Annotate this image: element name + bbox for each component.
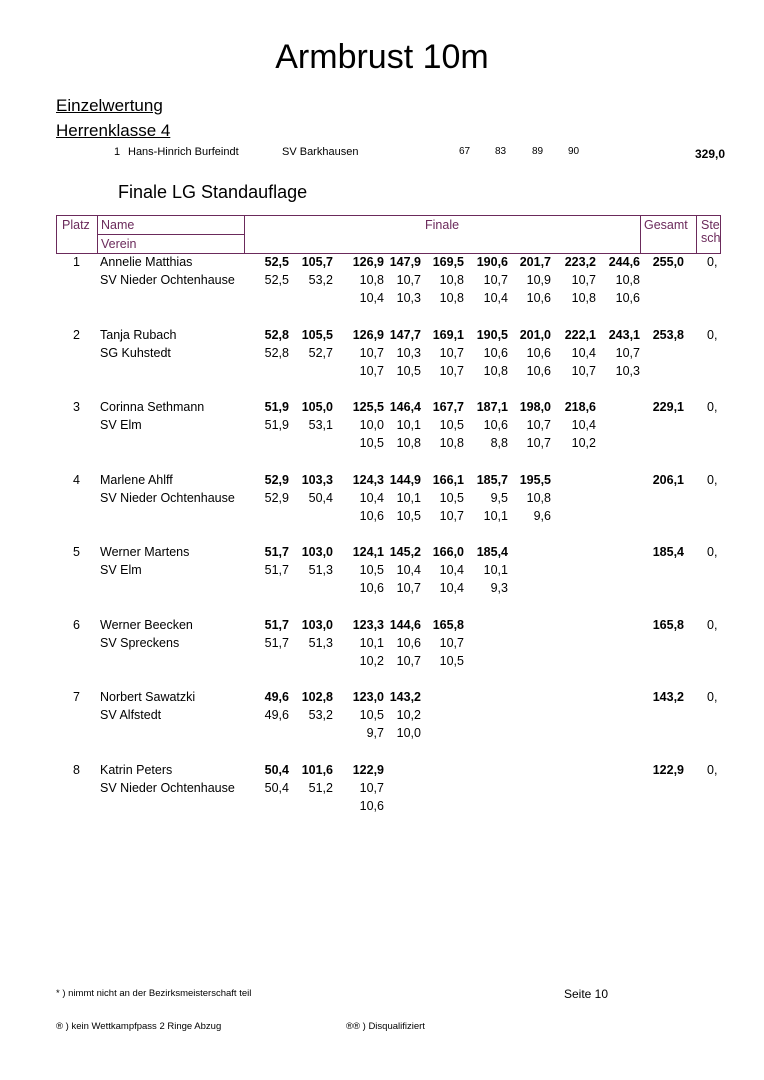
row-verein: SV Spreckens bbox=[100, 635, 180, 650]
row-name: Katrin Peters bbox=[100, 762, 173, 777]
row-shot-score: 10,7 bbox=[526, 418, 551, 432]
section-einzelwertung: Einzelwertung bbox=[56, 96, 163, 115]
klasse-series-2: 83 bbox=[495, 146, 507, 157]
row-platz: 4 bbox=[73, 472, 80, 487]
row-cumulative-score: 166,1 bbox=[432, 472, 464, 487]
row-cumulative-score: 195,5 bbox=[519, 472, 551, 487]
row-stechen: 0, bbox=[707, 545, 718, 559]
klasse-rank: 1 bbox=[114, 146, 121, 158]
row-shot-score: 10,9 bbox=[526, 273, 551, 287]
row-shot-score: 10,3 bbox=[396, 291, 421, 305]
row-gesamt: 185,4 bbox=[652, 545, 684, 559]
header-stechen-2: sch bbox=[701, 231, 721, 245]
footer-legend-1: ® ) kein Wettkampfpass 2 Ringe Abzug bbox=[56, 1021, 222, 1032]
row-cumulative-score: 124,1 bbox=[352, 545, 384, 559]
klasse-series-1: 67 bbox=[459, 146, 471, 157]
row-gesamt: 206,1 bbox=[652, 472, 684, 487]
row-cumulative-score: 144,6 bbox=[389, 617, 421, 632]
row-shot-score: 10,0 bbox=[359, 418, 384, 432]
row-cumulative-score: 123,0 bbox=[352, 690, 384, 704]
row-shot-score: 10,7 bbox=[615, 345, 640, 360]
row-cumulative-score: 51,7 bbox=[264, 545, 289, 559]
row-cumulative-score: 143,2 bbox=[389, 690, 421, 704]
row-shot-score: 52,5 bbox=[264, 273, 289, 287]
row-cumulative-score: 190,6 bbox=[476, 255, 508, 269]
row-cumulative-score: 165,8 bbox=[432, 617, 464, 632]
row-shot-score: 51,9 bbox=[264, 418, 289, 432]
row-cumulative-score: 126,9 bbox=[352, 327, 384, 342]
header-stechen-1: Ste bbox=[701, 218, 720, 232]
row-name: Werner Beecken bbox=[100, 617, 193, 632]
row-cumulative-score: 244,6 bbox=[608, 255, 640, 269]
row-cumulative-score: 243,1 bbox=[608, 327, 640, 342]
row-shot-score: 10,6 bbox=[359, 581, 384, 595]
header-platz: Platz bbox=[62, 218, 90, 232]
row-shot-score: 10,1 bbox=[359, 635, 384, 650]
row-name: Norbert Sawatzki bbox=[100, 690, 196, 704]
row-cumulative-score: 147,9 bbox=[389, 255, 421, 269]
row-shot-score: 10,5 bbox=[439, 490, 464, 505]
row-shot-score: 10,7 bbox=[396, 653, 421, 668]
row-shot-score: 10,6 bbox=[526, 345, 551, 360]
row-shot-score: 9,6 bbox=[533, 508, 551, 523]
row-cumulative-score: 101,6 bbox=[301, 762, 333, 777]
row-shot-score: 10,8 bbox=[439, 436, 464, 450]
row-shot-score: 10,7 bbox=[439, 508, 464, 523]
row-cumulative-score: 50,4 bbox=[264, 762, 289, 777]
row-cumulative-score: 218,6 bbox=[564, 400, 596, 414]
row-stechen: 0, bbox=[707, 690, 718, 704]
row-cumulative-score: 146,4 bbox=[389, 400, 421, 414]
row-cumulative-score: 122,9 bbox=[352, 762, 384, 777]
row-shot-score: 10,5 bbox=[396, 508, 421, 523]
row-cumulative-score: 166,0 bbox=[432, 545, 464, 559]
row-shot-score: 10,2 bbox=[571, 436, 596, 450]
row-shot-score: 51,7 bbox=[264, 635, 289, 650]
page-title: Armbrust 10m bbox=[275, 38, 489, 76]
row-shot-score: 49,6 bbox=[264, 708, 289, 722]
row-platz: 1 bbox=[73, 255, 80, 269]
row-shot-score: 10,5 bbox=[396, 363, 421, 378]
row-gesamt: 165,8 bbox=[652, 617, 684, 632]
row-shot-score: 50,4 bbox=[308, 490, 333, 505]
row-verein: SV Elm bbox=[100, 563, 142, 577]
row-gesamt: 253,8 bbox=[652, 327, 684, 342]
row-shot-score: 10,4 bbox=[359, 490, 384, 505]
row-shot-score: 10,8 bbox=[439, 291, 464, 305]
row-platz: 2 bbox=[73, 327, 80, 342]
row-platz: 8 bbox=[73, 762, 80, 777]
row-shot-score: 10,1 bbox=[483, 563, 508, 577]
row-shot-score: 10,6 bbox=[483, 345, 508, 360]
row-stechen: 0, bbox=[707, 762, 718, 777]
row-shot-score: 51,2 bbox=[308, 780, 333, 795]
row-gesamt: 122,9 bbox=[652, 762, 684, 777]
row-cumulative-score: 185,7 bbox=[476, 472, 508, 487]
row-platz: 7 bbox=[73, 690, 80, 704]
row-shot-score: 10,1 bbox=[396, 418, 421, 432]
row-cumulative-score: 123,3 bbox=[352, 617, 384, 632]
row-shot-score: 10,6 bbox=[526, 363, 551, 378]
row-verein: SV Alfstedt bbox=[100, 708, 162, 722]
row-gesamt: 143,2 bbox=[652, 690, 684, 704]
row-shot-score: 10,7 bbox=[359, 363, 384, 378]
row-shot-score: 10,7 bbox=[439, 345, 464, 360]
row-platz: 5 bbox=[73, 545, 80, 559]
row-shot-score: 10,6 bbox=[359, 508, 384, 523]
row-cumulative-score: 145,2 bbox=[389, 545, 421, 559]
row-shot-score: 10,4 bbox=[359, 291, 384, 305]
row-name: Corinna Sethmann bbox=[100, 400, 205, 414]
row-shot-score: 10,8 bbox=[483, 363, 508, 378]
row-cumulative-score: 105,5 bbox=[301, 327, 333, 342]
row-shot-score: 10,8 bbox=[396, 436, 421, 450]
row-cumulative-score: 167,7 bbox=[432, 400, 464, 414]
row-stechen: 0, bbox=[707, 255, 718, 269]
header-gesamt: Gesamt bbox=[644, 218, 688, 232]
row-cumulative-score: 185,4 bbox=[476, 545, 508, 559]
row-stechen: 0, bbox=[707, 617, 718, 632]
row-shot-score: 10,7 bbox=[359, 780, 384, 795]
row-cumulative-score: 126,9 bbox=[352, 255, 384, 269]
row-shot-score: 10,1 bbox=[396, 490, 421, 505]
row-cumulative-score: 52,9 bbox=[264, 472, 289, 487]
klasse-series-3: 89 bbox=[532, 146, 544, 157]
row-shot-score: 9,5 bbox=[490, 490, 508, 505]
row-cumulative-score: 124,3 bbox=[352, 472, 384, 487]
row-name: Marlene Ahlff bbox=[100, 472, 173, 487]
row-shot-score: 10,7 bbox=[359, 345, 384, 360]
row-stechen: 0, bbox=[707, 327, 718, 342]
row-shot-score: 51,7 bbox=[264, 563, 289, 577]
row-name: Werner Martens bbox=[100, 545, 190, 559]
row-cumulative-score: 169,1 bbox=[432, 327, 464, 342]
row-stechen: 0, bbox=[707, 400, 718, 414]
row-shot-score: 10,6 bbox=[526, 291, 551, 305]
row-cumulative-score: 201,7 bbox=[519, 255, 551, 269]
row-shot-score: 10,2 bbox=[396, 708, 421, 722]
row-platz: 3 bbox=[73, 400, 80, 414]
row-shot-score: 53,2 bbox=[308, 708, 333, 722]
row-shot-score: 10,4 bbox=[571, 345, 596, 360]
row-cumulative-score: 223,2 bbox=[564, 255, 596, 269]
section-herrenklasse: Herrenklasse 4 bbox=[56, 121, 171, 140]
row-shot-score: 10,3 bbox=[396, 345, 421, 360]
row-shot-score: 10,7 bbox=[526, 436, 551, 450]
row-shot-score: 10,6 bbox=[359, 798, 384, 813]
row-verein: SV Nieder Ochtenhause bbox=[100, 273, 235, 287]
row-shot-score: 10,8 bbox=[439, 273, 464, 287]
footer-legend-2: ®® ) Disqualifiziert bbox=[346, 1021, 425, 1032]
row-shot-score: 53,2 bbox=[308, 273, 333, 287]
row-shot-score: 10,2 bbox=[359, 653, 384, 668]
row-shot-score: 10,4 bbox=[396, 563, 421, 577]
row-shot-score: 52,8 bbox=[264, 345, 289, 360]
header-verein: Verein bbox=[101, 237, 137, 251]
klasse-series-4: 90 bbox=[568, 146, 580, 157]
row-cumulative-score: 222,1 bbox=[564, 327, 596, 342]
row-shot-score: 52,7 bbox=[308, 345, 333, 360]
row-shot-score: 10,5 bbox=[439, 418, 464, 432]
row-shot-score: 10,1 bbox=[483, 508, 508, 523]
row-verein: SV Nieder Ochtenhause bbox=[100, 780, 235, 795]
row-cumulative-score: 51,9 bbox=[264, 400, 289, 414]
row-shot-score: 9,7 bbox=[366, 726, 384, 740]
row-shot-score: 51,3 bbox=[308, 563, 333, 577]
row-shot-score: 10,4 bbox=[439, 581, 464, 595]
row-cumulative-score: 201,0 bbox=[519, 327, 551, 342]
row-shot-score: 10,7 bbox=[571, 273, 596, 287]
row-shot-score: 50,4 bbox=[264, 780, 289, 795]
row-shot-score: 10,4 bbox=[439, 563, 464, 577]
row-cumulative-score: 102,8 bbox=[301, 690, 333, 704]
row-cumulative-score: 144,9 bbox=[389, 472, 421, 487]
row-shot-score: 10,5 bbox=[359, 436, 384, 450]
final-title: Finale LG Standauflage bbox=[118, 182, 308, 202]
row-shot-score: 10,7 bbox=[396, 581, 421, 595]
row-cumulative-score: 52,5 bbox=[264, 255, 289, 269]
row-shot-score: 8,8 bbox=[490, 436, 508, 450]
header-name: Name bbox=[101, 218, 135, 232]
row-cumulative-score: 51,7 bbox=[264, 617, 289, 632]
header-finale: Finale bbox=[425, 218, 460, 232]
row-shot-score: 10,8 bbox=[526, 490, 551, 505]
row-cumulative-score: 198,0 bbox=[519, 400, 551, 414]
row-verein: SV Elm bbox=[100, 418, 142, 432]
row-stechen: 0, bbox=[707, 472, 718, 487]
klasse-name: Hans-Hinrich Burfeindt bbox=[128, 146, 239, 158]
row-gesamt: 255,0 bbox=[652, 255, 684, 269]
row-verein: SG Kuhstedt bbox=[100, 345, 171, 360]
row-cumulative-score: 169,5 bbox=[432, 255, 464, 269]
row-cumulative-score: 187,1 bbox=[476, 400, 508, 414]
klasse-total: 329,0 bbox=[695, 147, 726, 161]
row-shot-score: 10,7 bbox=[571, 363, 596, 378]
row-cumulative-score: 103,0 bbox=[301, 545, 333, 559]
row-shot-score: 10,4 bbox=[483, 291, 508, 305]
row-shot-score: 10,7 bbox=[483, 273, 508, 287]
page-number: Seite 10 bbox=[564, 987, 609, 1001]
row-shot-score: 10,5 bbox=[359, 708, 384, 722]
row-cumulative-score: 147,7 bbox=[389, 327, 421, 342]
row-shot-score: 10,8 bbox=[359, 273, 384, 287]
row-shot-score: 10,5 bbox=[359, 563, 384, 577]
row-platz: 6 bbox=[73, 617, 80, 632]
row-shot-score: 10,7 bbox=[396, 273, 421, 287]
row-name: Annelie Matthias bbox=[100, 255, 193, 269]
row-shot-score: 10,7 bbox=[439, 635, 464, 650]
row-cumulative-score: 52,8 bbox=[264, 327, 289, 342]
row-cumulative-score: 105,7 bbox=[301, 255, 333, 269]
klasse-club: SV Barkhausen bbox=[282, 146, 359, 158]
row-shot-score: 10,6 bbox=[615, 291, 640, 305]
row-shot-score: 10,8 bbox=[571, 291, 596, 305]
row-shot-score: 51,3 bbox=[308, 635, 333, 650]
row-cumulative-score: 105,0 bbox=[301, 400, 333, 414]
row-shot-score: 10,3 bbox=[615, 363, 640, 378]
row-shot-score: 10,0 bbox=[396, 726, 421, 740]
row-cumulative-score: 103,0 bbox=[301, 617, 333, 632]
row-shot-score: 10,6 bbox=[483, 418, 508, 432]
row-cumulative-score: 103,3 bbox=[301, 472, 333, 487]
row-verein: SV Nieder Ochtenhause bbox=[100, 490, 235, 505]
row-shot-score: 10,7 bbox=[439, 363, 464, 378]
row-shot-score: 10,8 bbox=[615, 273, 640, 287]
row-shot-score: 52,9 bbox=[264, 490, 289, 505]
row-name: Tanja Rubach bbox=[100, 327, 177, 342]
row-shot-score: 10,5 bbox=[439, 653, 464, 668]
row-shot-score: 10,4 bbox=[571, 418, 596, 432]
row-shot-score: 9,3 bbox=[490, 581, 508, 595]
row-cumulative-score: 125,5 bbox=[352, 400, 384, 414]
footer-note: * ) nimmt nicht an der Bezirksmeisterschaft teil bbox=[56, 988, 252, 999]
row-cumulative-score: 49,6 bbox=[264, 690, 289, 704]
row-gesamt: 229,1 bbox=[652, 400, 684, 414]
row-shot-score: 53,1 bbox=[308, 418, 333, 432]
row-cumulative-score: 190,5 bbox=[476, 327, 508, 342]
row-shot-score: 10,6 bbox=[396, 635, 421, 650]
